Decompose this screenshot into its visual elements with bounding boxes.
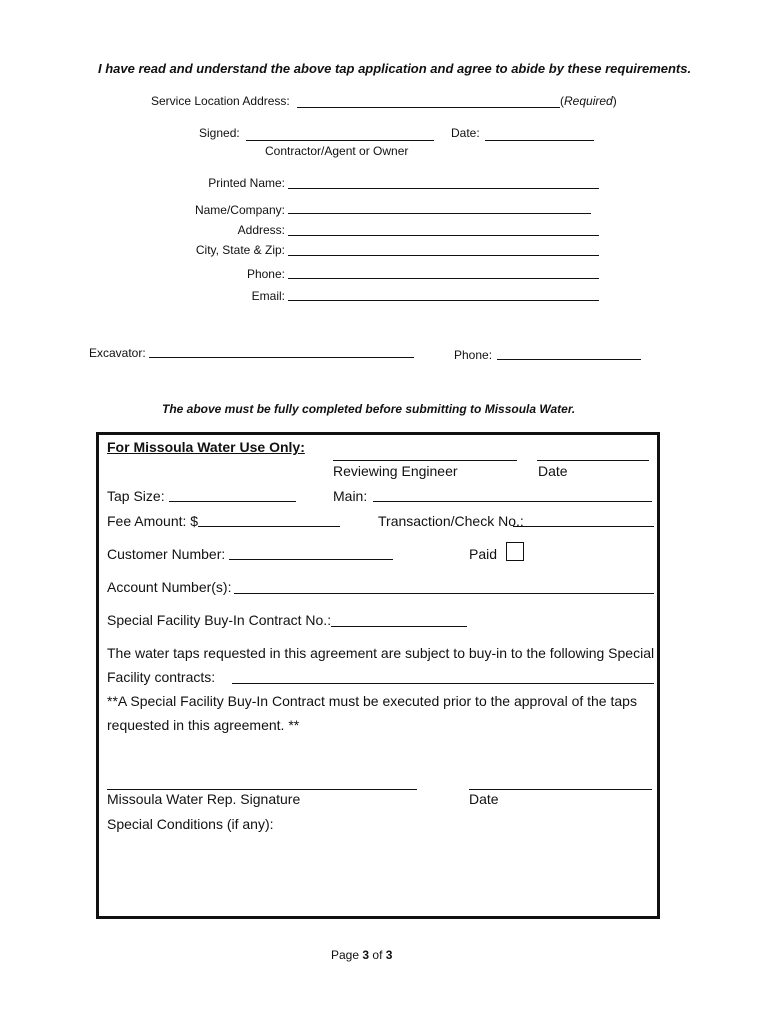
excavator-phone-field[interactable] <box>497 359 641 360</box>
address-field[interactable] <box>288 235 599 236</box>
tap-size-field[interactable] <box>169 501 296 502</box>
rep-date-field[interactable] <box>469 789 652 790</box>
rep-signature-label: Missoula Water Rep. Signature <box>107 791 301 807</box>
account-numbers-label: Account Number(s): <box>107 579 232 595</box>
excavator-phone-label: Phone: <box>454 348 493 362</box>
email-label: Email: <box>251 289 285 303</box>
main-label: Main: <box>333 488 368 504</box>
fee-amount-field[interactable] <box>198 526 340 527</box>
service-location-label: Service Location Address: <box>151 94 290 108</box>
excavator-field[interactable] <box>149 357 414 358</box>
special-facility-contract-field[interactable] <box>331 626 467 627</box>
signed-label: Signed: <box>199 126 240 140</box>
office-use-heading: For Missoula Water Use Only: <box>107 439 305 455</box>
account-numbers-field[interactable] <box>234 593 654 594</box>
special-facility-contract-label: Special Facility Buy-In Contract No.: <box>107 612 332 628</box>
buyin-warning-line-2: requested in this agreement. ** <box>107 717 300 733</box>
rep-signature-field[interactable] <box>107 789 417 790</box>
printed-name-field[interactable] <box>288 188 599 189</box>
buyin-text-line-2: Facility contracts: <box>107 669 216 685</box>
printed-name-label: Printed Name: <box>208 176 285 190</box>
buyin-warning-line-1: **A Special Facility Buy-In Contract must be executed prior to the approval of the taps <box>107 693 637 709</box>
rep-date-label: Date <box>469 791 499 807</box>
email-field[interactable] <box>288 300 599 301</box>
special-conditions-label: Special Conditions (if any): <box>107 816 274 832</box>
name-company-label: Name/Company: <box>194 203 285 217</box>
completion-note: The above must be fully completed before submitting to Missoula Water. <box>162 402 576 416</box>
fee-amount-label: Fee Amount: $ <box>107 513 199 529</box>
facility-contracts-field[interactable] <box>232 683 654 684</box>
customer-number-field[interactable] <box>229 559 393 560</box>
date-field[interactable] <box>485 140 594 141</box>
transaction-check-label: Transaction/Check No.: <box>378 513 524 529</box>
reviewing-date-label: Date <box>538 463 568 479</box>
transaction-check-field[interactable] <box>513 526 654 527</box>
buyin-text-line-1: The water taps requested in this agreement are subject to buy-in to the following Special <box>107 645 655 661</box>
tap-size-label: Tap Size: <box>107 488 165 504</box>
customer-number-label: Customer Number: <box>107 546 226 562</box>
agreement-statement: I have read and understand the above tap application and agree to abide by these requirements. <box>98 61 692 76</box>
city-state-zip-label: City, State & Zip: <box>195 243 285 257</box>
address-label: Address: <box>237 223 285 237</box>
phone-field[interactable] <box>288 278 599 279</box>
name-company-field[interactable] <box>288 213 591 214</box>
signed-field[interactable] <box>246 140 434 141</box>
reviewing-date-field[interactable] <box>537 460 649 461</box>
reviewing-engineer-label: Reviewing Engineer <box>333 463 458 479</box>
main-field[interactable] <box>373 501 652 502</box>
page-number: Page 3 of 3 <box>331 948 393 962</box>
paid-checkbox[interactable] <box>506 542 524 561</box>
service-location-field[interactable] <box>297 107 560 108</box>
city-state-zip-field[interactable] <box>288 255 599 256</box>
phone-label: Phone: <box>246 267 285 281</box>
reviewing-engineer-field[interactable] <box>333 460 517 461</box>
excavator-label: Excavator: <box>89 346 146 360</box>
signed-caption: Contractor/Agent or Owner <box>265 144 409 158</box>
date-label: Date: <box>451 126 480 140</box>
paid-label: Paid <box>469 546 498 562</box>
required-note: (Required) <box>560 94 617 108</box>
